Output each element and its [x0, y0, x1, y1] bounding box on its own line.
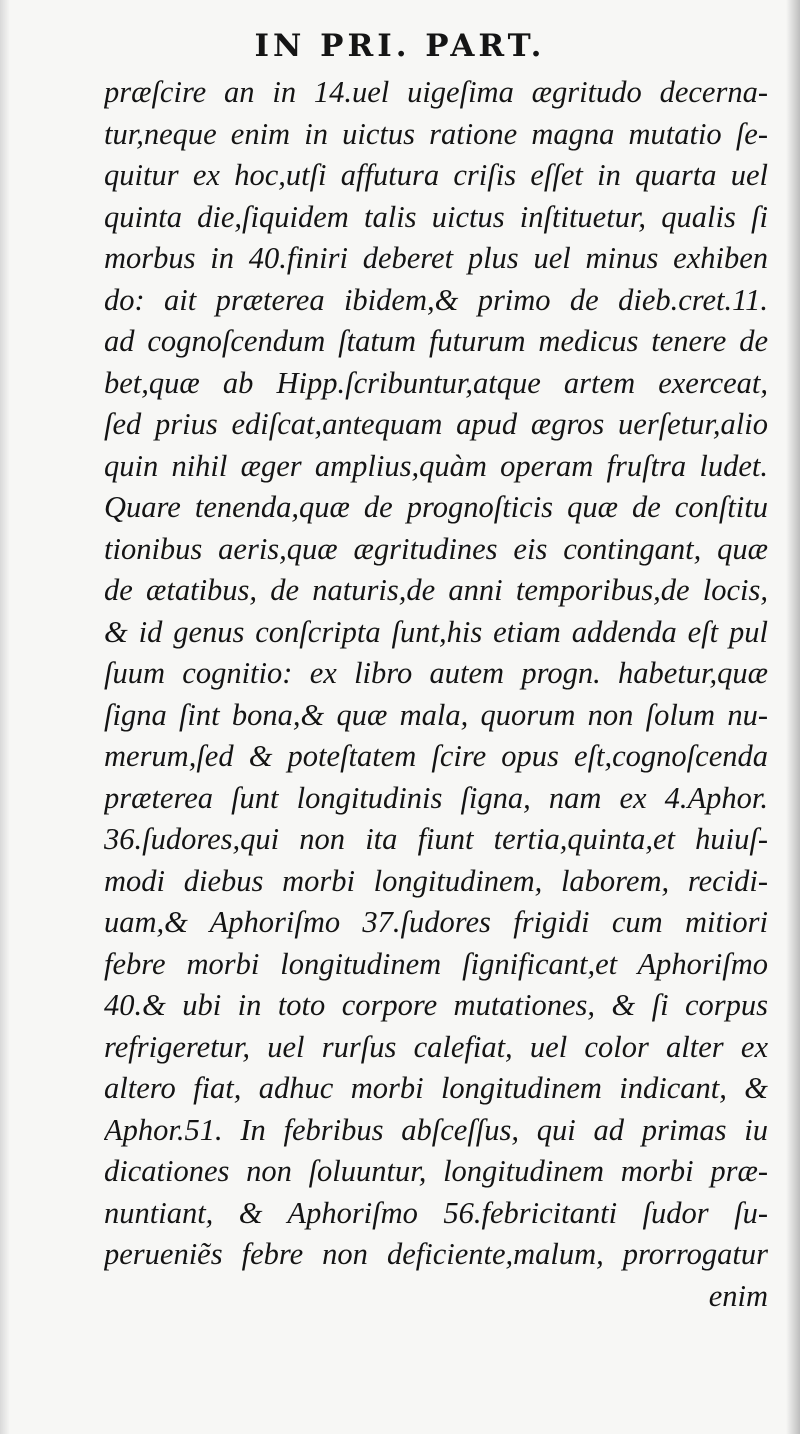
text-line: morbus in 40.finiri deberet plus uel minus exhiben — [104, 241, 768, 275]
text-line: ad cognoſcendum ſtatum futurum medicus tenere de — [104, 324, 768, 358]
text-line: 36.ſudores,qui non ita fiunt tertia,quinta,et huiuſ- — [104, 822, 768, 856]
text-line: præterea ſunt longitudinis ſigna, nam ex 4.Aphor. — [104, 780, 768, 815]
text-line: Quare tenenda,quæ de prognoſticis quæ de conſtitu — [104, 490, 768, 524]
text-line: de ætatibus, de naturis,de anni temporibus,de locis, — [104, 573, 768, 607]
text-line: ſuum cognitio: ex libro autem progn. habetur,quæ — [104, 656, 768, 690]
text-line: quitur ex hoc,utſi affutura criſis eſſet in quarta uel — [104, 158, 768, 192]
text-line: tionibus aeris,quæ ægritudines eis contingant, quæ — [104, 531, 768, 566]
text-line: dicationes non ſoluuntur, longitudinem morbi præ- — [104, 1154, 768, 1188]
text-line: quinta die,ſiquidem talis uictus inſtituetur, qualis ſi — [104, 199, 768, 234]
text-line: altero fiat, adhuc morbi longitudinem indicant, & — [104, 1071, 768, 1105]
page-edge-right — [786, 0, 800, 1434]
text-line: Aphor.51. In febribus abſceſſus, qui ad primas iu — [104, 1112, 768, 1147]
text-line: nuntiant, & Aphoriſmo 56.febricitanti ſudor ſu- — [104, 1195, 768, 1230]
body-text — [104, 72, 768, 1317]
text-line: quin nihil æger amplius,quàm operam fruſtra ludet. — [104, 448, 768, 483]
text-line: ſigna ſint bona,& quæ mala, quorum non ſolum nu- — [104, 697, 768, 732]
page-edge-left — [0, 0, 10, 1434]
text-line: præſcire an in 14.uel uigeſima ægritudo decerna- — [104, 75, 768, 109]
text-line: febre morbi longitudinem ſignificant,et Aphoriſmo — [104, 946, 768, 981]
text-line: 40.& ubi in toto corpore mutationes, & ſi corpus — [104, 988, 768, 1022]
text-line: refrigeretur, uel rurſus calefiat, uel color alter ex — [104, 1029, 768, 1064]
text-line: do: ait præterea ibidem,& primo de dieb.cret.11. — [104, 282, 768, 317]
catchword: enim — [708, 1278, 768, 1313]
running-head: IN PRI. PART. — [254, 28, 546, 64]
text-line: bet,quæ ab Hipp.ſcribuntur,atque artem exerceat, — [104, 365, 768, 400]
text-line: perueniẽs febre non deficiente,malum, prorrogatur — [104, 1237, 768, 1271]
text-line: modi diebus morbi longitudinem, laborem, recidi- — [104, 863, 768, 898]
text-line: ſed prius ediſcat,antequam apud ægros uerſetur,alio — [104, 407, 768, 441]
text-line: merum,ſed & poteſtatem ſcire opus eſt,cognoſcenda — [104, 739, 768, 773]
text-line: & id genus conſcripta ſunt,his etiam addenda eſt pul — [104, 614, 768, 649]
text-line: uam,& Aphoriſmo 37.ſudores frigidi cum mitiori — [104, 905, 768, 939]
text-line: tur,neque enim in uictus ratione magna mutatio ſe- — [104, 116, 768, 151]
